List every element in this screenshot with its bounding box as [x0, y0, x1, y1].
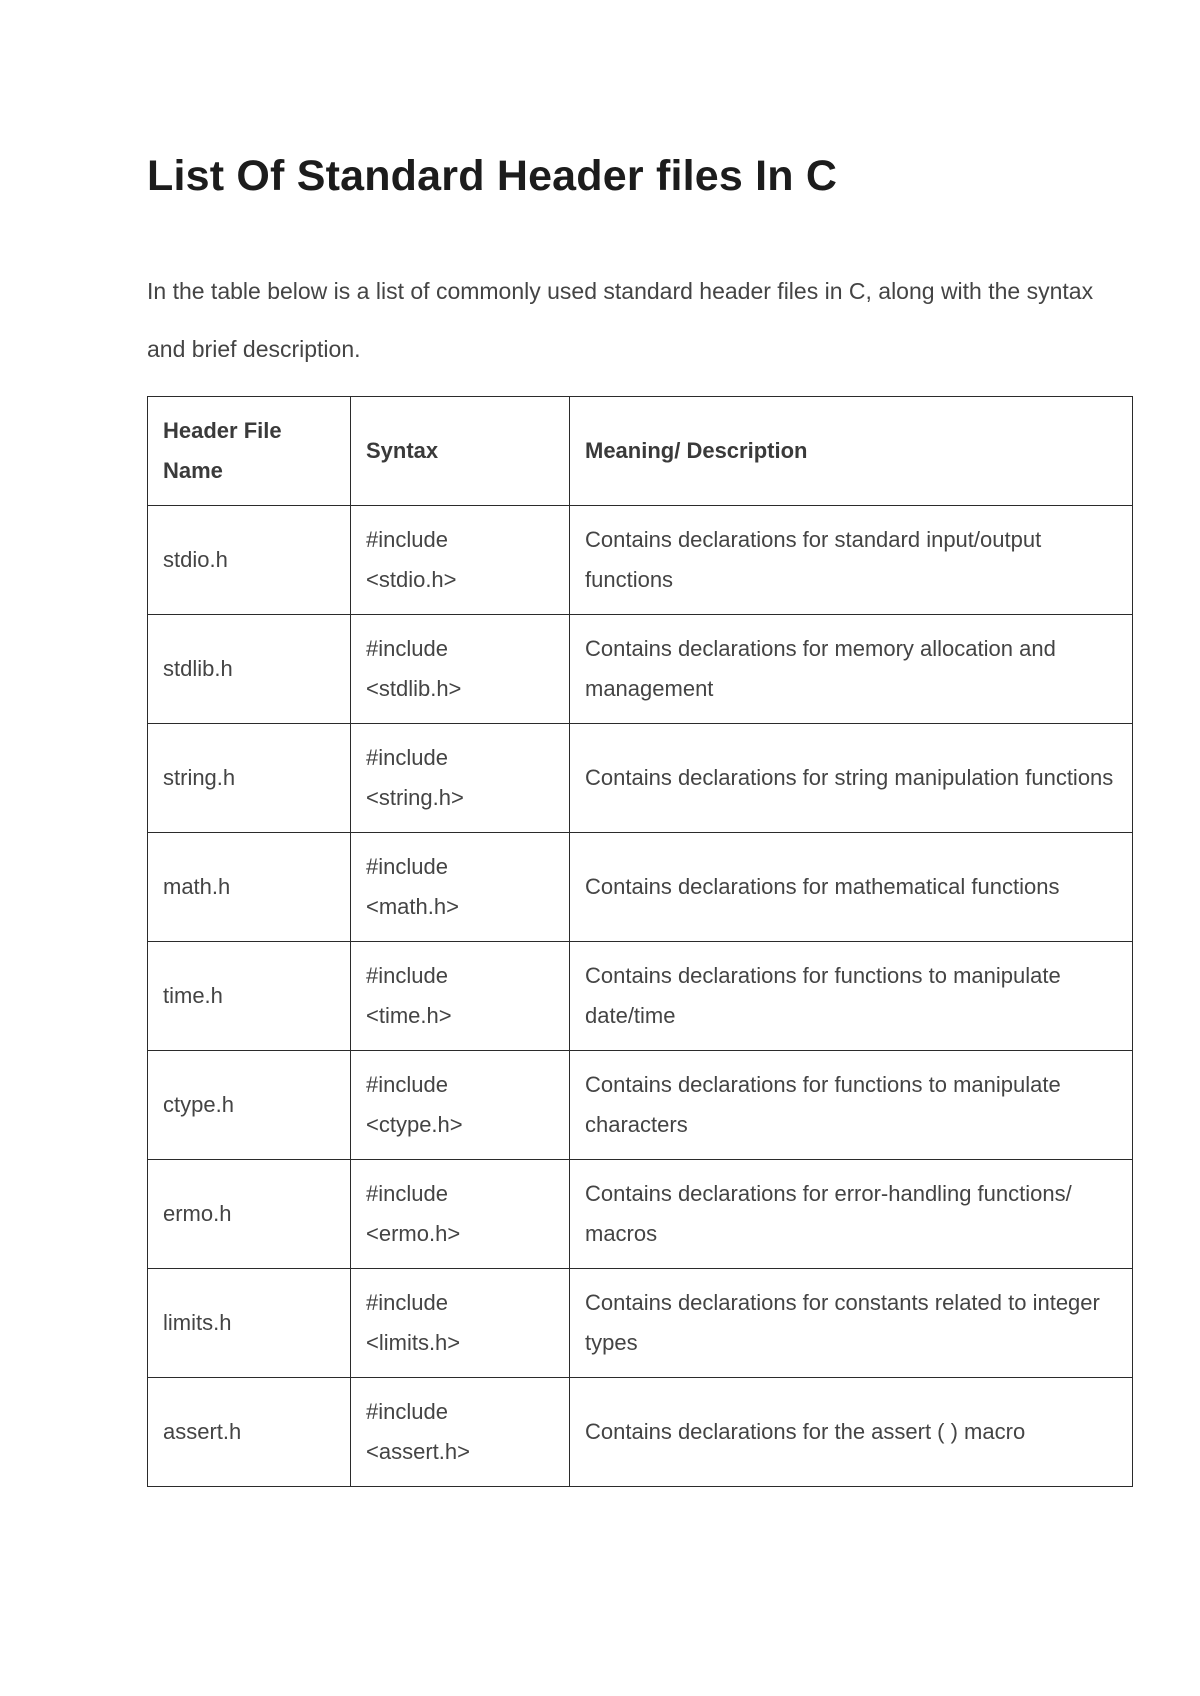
- header-description: Contains declarations for error-handling functions/ macros: [570, 1160, 1133, 1269]
- header-description: Contains declarations for the assert ( ) macro: [570, 1378, 1133, 1487]
- header-syntax: [351, 1378, 570, 1487]
- table-row: [148, 724, 1133, 833]
- syntax-file: <limits.h>: [366, 1330, 461, 1355]
- syntax-file: <math.h>: [366, 894, 459, 919]
- table-row: [148, 1051, 1133, 1160]
- syntax-include: #include: [366, 854, 448, 879]
- syntax-file: <string.h>: [366, 785, 464, 810]
- header-file-name: time.h: [148, 942, 351, 1051]
- header-syntax: [351, 1160, 570, 1269]
- table-row: [148, 942, 1133, 1051]
- header-file-name: stdio.h: [148, 506, 351, 615]
- table-row: [148, 506, 1133, 615]
- header-file-name: ermo.h: [148, 1160, 351, 1269]
- syntax-file: <ermo.h>: [366, 1221, 461, 1246]
- syntax-file: <stdio.h>: [366, 567, 457, 592]
- syntax-file: <time.h>: [366, 1003, 452, 1028]
- header-description: Contains declarations for standard input/output functions: [570, 506, 1133, 615]
- header-file-name: limits.h: [148, 1269, 351, 1378]
- table-row: [148, 833, 1133, 942]
- header-description: Contains declarations for mathematical functions: [570, 833, 1133, 942]
- column-header-description: Meaning/ Description: [570, 397, 1133, 506]
- syntax-include: #include: [366, 1072, 448, 1097]
- header-syntax: [351, 833, 570, 942]
- table-row: [148, 1378, 1133, 1487]
- syntax-include: #include: [366, 1181, 448, 1206]
- syntax-include: #include: [366, 636, 448, 661]
- header-description: Contains declarations for memory allocation and management: [570, 615, 1133, 724]
- column-header-name: Header File Name: [148, 397, 351, 506]
- header-file-name: ctype.h: [148, 1051, 351, 1160]
- page-title: List Of Standard Header files In C: [147, 152, 838, 200]
- header-syntax: [351, 506, 570, 615]
- header-description: Contains declarations for functions to manipulate characters: [570, 1051, 1133, 1160]
- header-syntax: [351, 724, 570, 833]
- table-header-row: [148, 397, 1133, 506]
- header-syntax: [351, 1269, 570, 1378]
- syntax-include: #include: [366, 745, 448, 770]
- header-file-name: stdlib.h: [148, 615, 351, 724]
- header-description: Contains declarations for functions to manipulate date/time: [570, 942, 1133, 1051]
- header-syntax: [351, 615, 570, 724]
- intro-paragraph: In the table below is a list of commonly used standard header files in C, along with the syntax and brief description.: [147, 278, 1094, 362]
- header-description: Contains declarations for string manipulation functions: [570, 724, 1133, 833]
- syntax-file: <stdlib.h>: [366, 676, 462, 701]
- table-row: [148, 1269, 1133, 1378]
- syntax-include: #include: [366, 963, 448, 988]
- header-files-table: [147, 396, 1133, 1487]
- syntax-include: #include: [366, 1399, 448, 1424]
- header-file-name: math.h: [148, 833, 351, 942]
- table-row: [148, 615, 1133, 724]
- syntax-include: #include: [366, 527, 448, 552]
- table-row: [148, 1160, 1133, 1269]
- header-file-name: assert.h: [148, 1378, 351, 1487]
- header-syntax: [351, 1051, 570, 1160]
- header-syntax: [351, 942, 570, 1051]
- header-file-name: string.h: [148, 724, 351, 833]
- syntax-file: <assert.h>: [366, 1439, 470, 1464]
- header-description: Contains declarations for constants related to integer types: [570, 1269, 1133, 1378]
- syntax-include: #include: [366, 1290, 448, 1315]
- column-header-syntax: Syntax: [351, 397, 570, 506]
- syntax-file: <ctype.h>: [366, 1112, 463, 1137]
